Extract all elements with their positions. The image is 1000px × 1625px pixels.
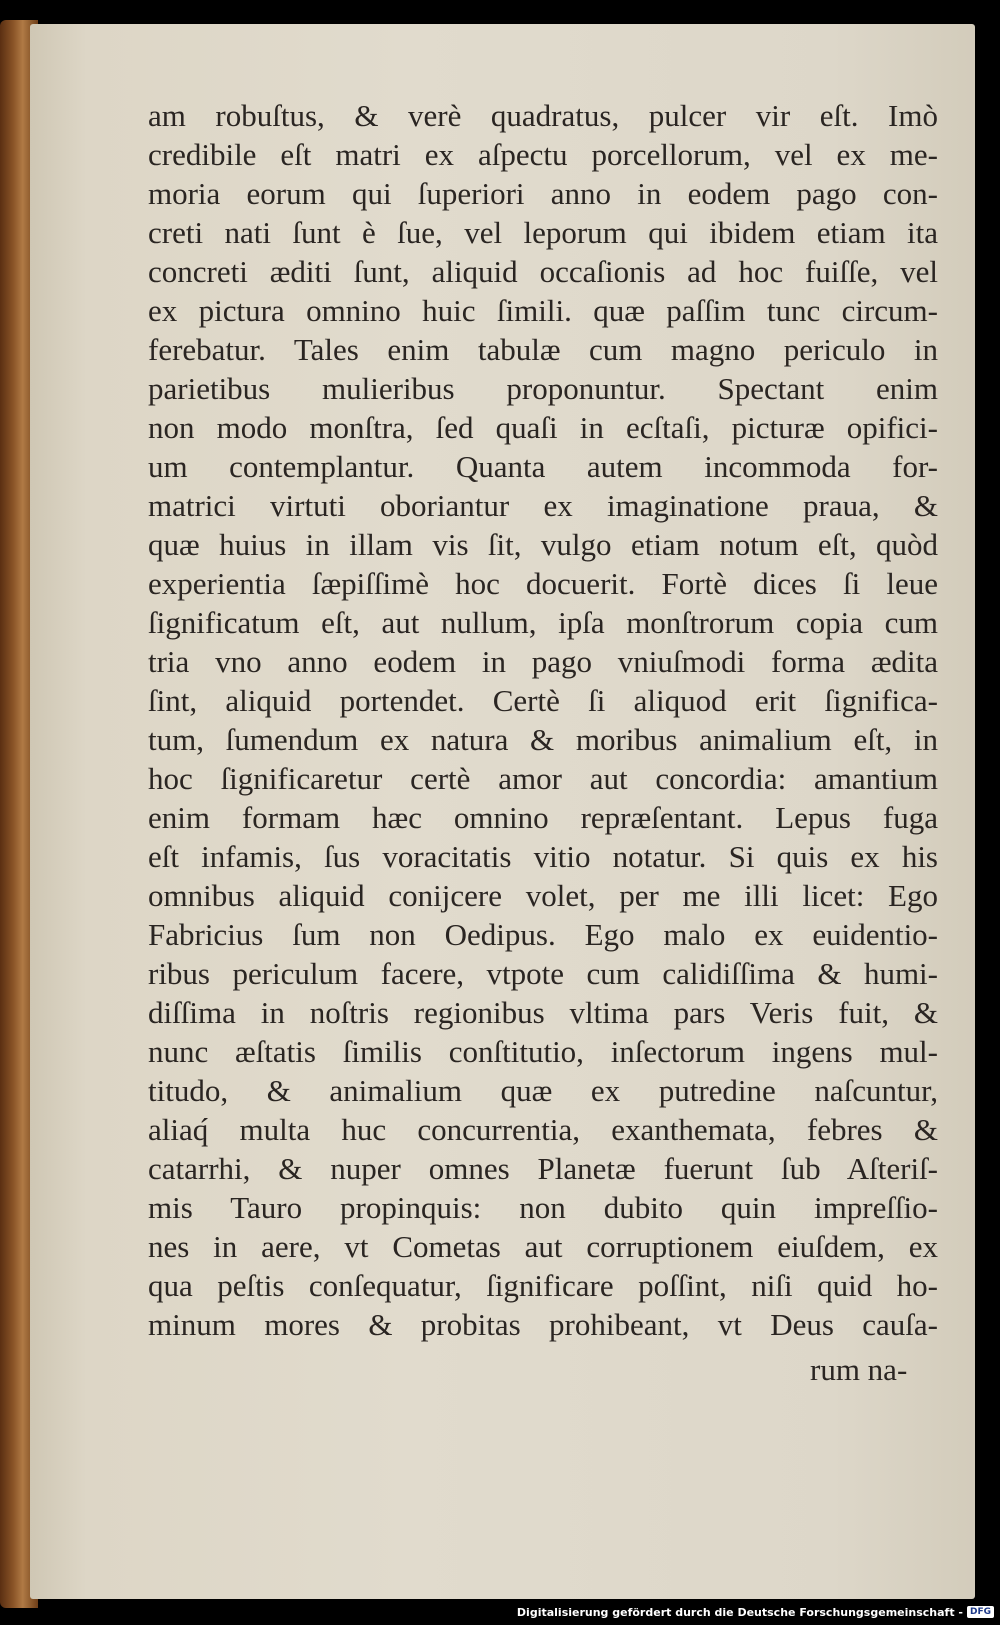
text-line: moria eorum qui ſuperiori anno in eodem pago con- [148,176,938,211]
text-line: ſint, aliquid portendet. Certè ſi aliquod erit ſignifica- [148,683,938,718]
text-line: non modo monſtra, ſed quaſi in ecſtaſi, picturæ opifici- [148,410,938,445]
text-line: tria vno anno eodem in pago vniuſmodi forma ædita [148,644,938,679]
text-line: mis Tauro propinquis: non dubito quin impreſſio- [148,1190,938,1225]
text-line: aliaq́ multa huc concurrentia, exanthemata, febres & [148,1112,938,1147]
text-line: quæ huius in illam vis ſit, vulgo etiam notum eſt, quòd [148,527,938,562]
text-line: minum mores & probitas prohibeant, vt Deus cauſa- [148,1307,938,1342]
catchword: rum na- [810,1352,908,1387]
digitization-footer [517,1603,994,1621]
page-text-block [148,96,938,1344]
text-line: creti nati ſunt è ſue, vel leporum qui ibidem etiam ita [148,215,938,250]
text-line: credibile eſt matri ex aſpectu porcellorum, vel ex me- [148,137,938,172]
text-line: nunc æſtatis ſimilis conſtitutio, inſectorum ingens mul- [148,1034,938,1069]
text-line: titudo, & animalium quæ ex putredine naſcuntur, [148,1073,938,1108]
text-line: Fabricius ſum non Oedipus. Ego malo ex euidentio- [148,917,938,952]
dfg-logo: DFG [967,1606,994,1618]
text-line: omnibus aliquid conijcere volet, per me illi licet: Ego [148,878,938,913]
text-line: um contemplantur. Quanta autem incommoda for- [148,449,938,484]
text-line: ſignificatum eſt, aut nullum, ipſa monſtrorum copia cum [148,605,938,640]
text-line: ferebatur. Tales enim tabulæ cum magno periculo in [148,332,938,367]
text-line: am robuſtus, & verè quadratus, pulcer vir eſt. Imò [148,98,938,133]
text-line: ex pictura omnino huic ſimili. quæ paſſim tunc circum- [148,293,938,328]
text-line: concreti æditi ſunt, aliquid occaſionis ad hoc fuiſſe, vel [148,254,938,289]
text-line: nes in aere, vt Cometas aut corruptionem eiuſdem, ex [148,1229,938,1264]
text-line: tum, ſumendum ex natura & moribus animalium eſt, in [148,722,938,757]
book-page [30,24,975,1599]
text-line: catarrhi, & nuper omnes Planetæ fuerunt ſub Aſteriſ- [148,1151,938,1186]
text-line: qua peſtis conſequatur, ſignificare poſſint, niſi quid ho- [148,1268,938,1303]
text-line: eſt infamis, ſus voracitatis vitio notatur. Si quis ex his [148,839,938,874]
text-line: enim formam hæc omnino repræſentant. Lepus fuga [148,800,938,835]
text-line: diſſima in noſtris regionibus vltima pars Veris fuit, & [148,995,938,1030]
text-line: parietibus mulieribus proponuntur. Spectant enim [148,371,938,406]
text-line: hoc ſignificaretur certè amor aut concordia: amantium [148,761,938,796]
footer-credit-text: Digitalisierung gefördert durch die Deutsche Forschungsgemeinschaft - [516,1605,963,1619]
text-line: matrici virtuti oboriantur ex imaginatione praua, & [148,488,938,523]
text-line: experientia ſæpiſſimè hoc docuerit. Fortè dices ſi leue [148,566,938,601]
text-line: ribus periculum facere, vtpote cum calidiſſima & humi- [148,956,938,991]
